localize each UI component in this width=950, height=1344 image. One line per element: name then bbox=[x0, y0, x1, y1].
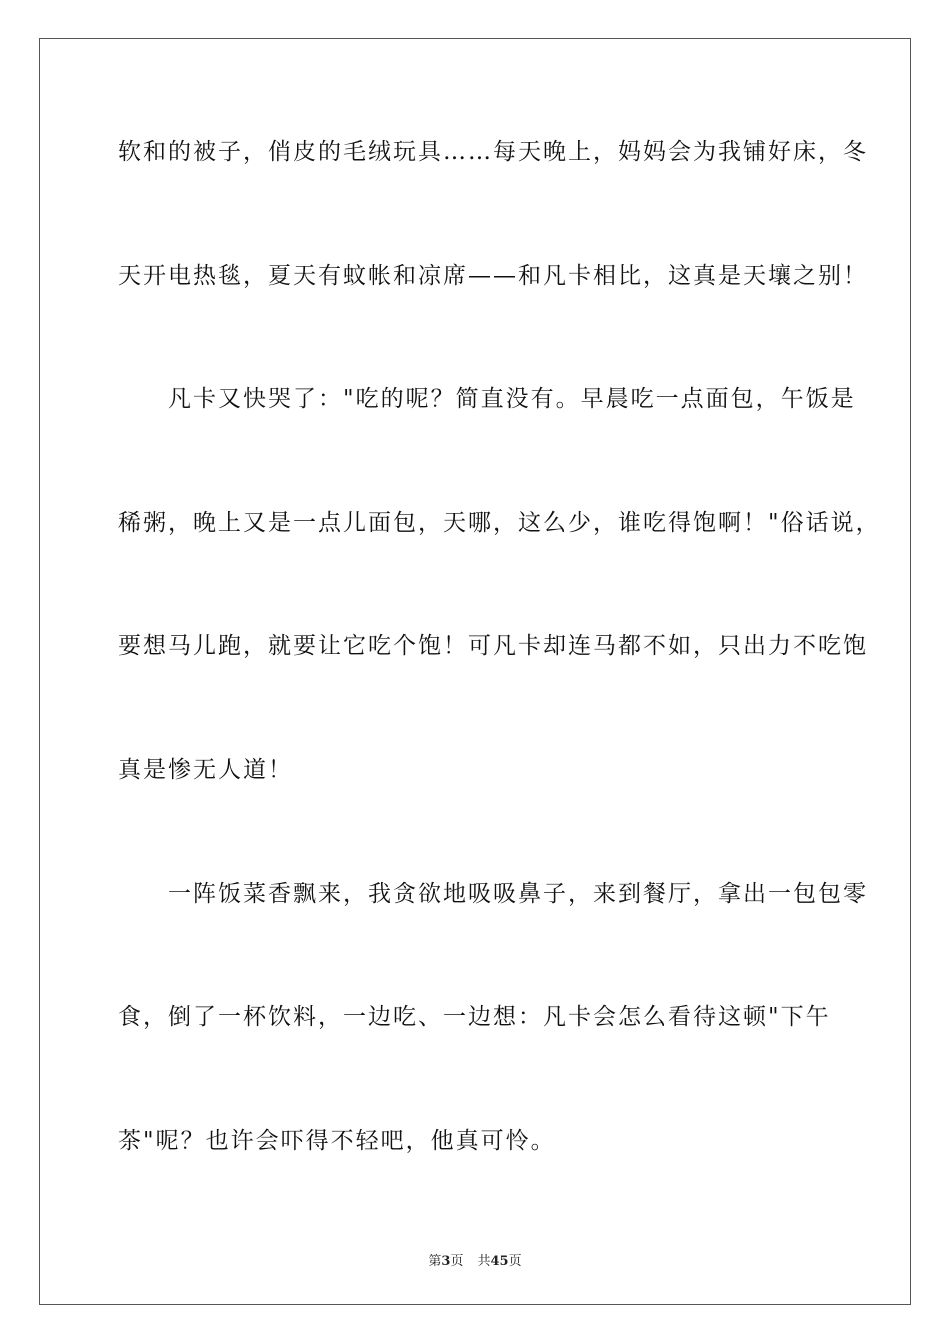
text-line: 要想马儿跑，就要让它吃个饱！可凡卡却连马都不如，只出力不吃饱 bbox=[118, 633, 868, 659]
text-line: 真是惨无人道！ bbox=[118, 757, 293, 783]
text-line: 凡卡又快哭了："吃的呢？简直没有。早晨吃一点面包，午饭是 bbox=[118, 386, 856, 412]
text-line: 一阵饭菜香飘来，我贪欲地吸吸鼻子，来到餐厅，拿出一包包零 bbox=[118, 881, 868, 907]
total-suffix: 页 bbox=[508, 1254, 522, 1269]
page-suffix: 页 bbox=[450, 1254, 464, 1269]
text-line: 茶"呢？也许会吓得不轻吧，他真可怜。 bbox=[118, 1128, 556, 1154]
total-pages: 45 bbox=[490, 1254, 509, 1269]
text-line: 天开电热毯，夏天有蚊帐和凉席——和凡卡相比，这真是天壤之别！ bbox=[118, 263, 868, 289]
page-prefix: 第 bbox=[428, 1254, 442, 1269]
document-page bbox=[39, 38, 911, 1305]
page-footer bbox=[40, 1250, 910, 1269]
text-line: 软和的被子，俏皮的毛绒玩具……每天晚上，妈妈会为我铺好床，冬 bbox=[118, 139, 868, 165]
text-line: 食，倒了一杯饮料，一边吃、一边想：凡卡会怎么看待这顿"下午 bbox=[118, 1004, 831, 1030]
total-prefix: 共 bbox=[477, 1254, 491, 1269]
page-number: 3 bbox=[441, 1254, 451, 1269]
text-line: 稀粥，晚上又是一点儿面包，天哪，这么少，谁吃得饱啊！"俗话说， bbox=[118, 510, 881, 536]
